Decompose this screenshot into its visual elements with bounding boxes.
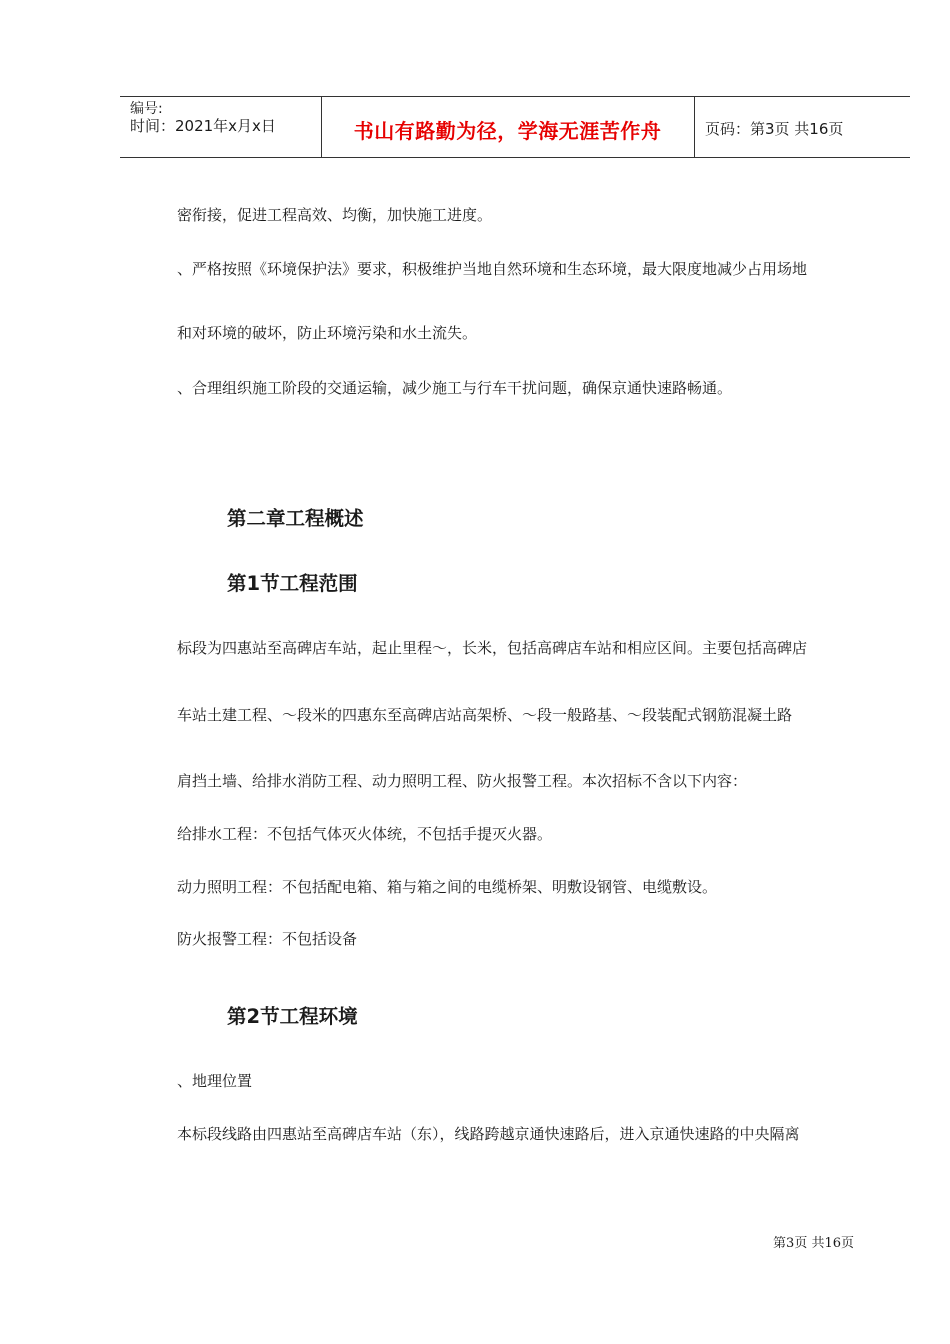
section-heading: 第2节工程环境 — [227, 1005, 358, 1028]
paragraph: 本标段线路由四惠站至高碑店车站（东），线路跨越京通快速路后，进入京通快速路的中央隔离 — [177, 1125, 800, 1143]
paragraph: 和对环境的破坏，防止环境污染和水土流失。 — [177, 324, 478, 342]
time-label: 时间：2021年x月x日 — [130, 117, 276, 135]
paragraph: 、地理位置 — [177, 1072, 253, 1090]
paragraph: 防火报警工程：不包括设备 — [177, 930, 358, 948]
chapter-heading: 第二章工程概述 — [227, 507, 364, 530]
header-page-cell — [695, 97, 910, 157]
paragraph: 、合理组织施工阶段的交通运输，减少施工与行车干扰问题，确保京通快速路畅通。 — [177, 379, 733, 397]
paragraph: 标段为四惠站至高碑店车站，起止里程～，长米，包括高碑店车站和相应区间。主要包括高碑店 — [177, 639, 808, 657]
motto: 书山有路勤为径，学海无涯苦作舟 — [353, 119, 662, 143]
paragraph: 车站土建工程、～段米的四惠东至高碑店站高架桥、～段一般路基、～段装配式钢筋混凝土路 — [177, 706, 793, 724]
header-motto-cell — [321, 97, 695, 157]
paragraph: 、严格按照《环境保护法》要求，积极维护当地自然环境和生态环境，最大限度地减少占用场地 — [177, 260, 808, 278]
section-heading: 第1节工程范围 — [227, 572, 358, 595]
paragraph: 密衔接，促进工程高效、均衡，加快施工进度。 — [177, 206, 493, 224]
paragraph: 动力照明工程：不包括配电箱、箱与箱之间的电缆桥架、明敷设钢管、电缆敷设。 — [177, 878, 718, 896]
footer-page-number: 第3页 共16页 — [773, 1236, 854, 1251]
header-info-cell — [120, 97, 322, 157]
header-page-number: 页码：第3页 共16页 — [705, 120, 844, 138]
paragraph: 肩挡土墙、给排水消防工程、动力照明工程、防火报警工程。本次招标不含以下内容： — [177, 772, 748, 790]
header-table — [120, 96, 910, 158]
paragraph: 给排水工程：不包括气体灭火体统，不包括手提灭火器。 — [177, 825, 553, 843]
number-label: 编号: — [130, 101, 163, 117]
